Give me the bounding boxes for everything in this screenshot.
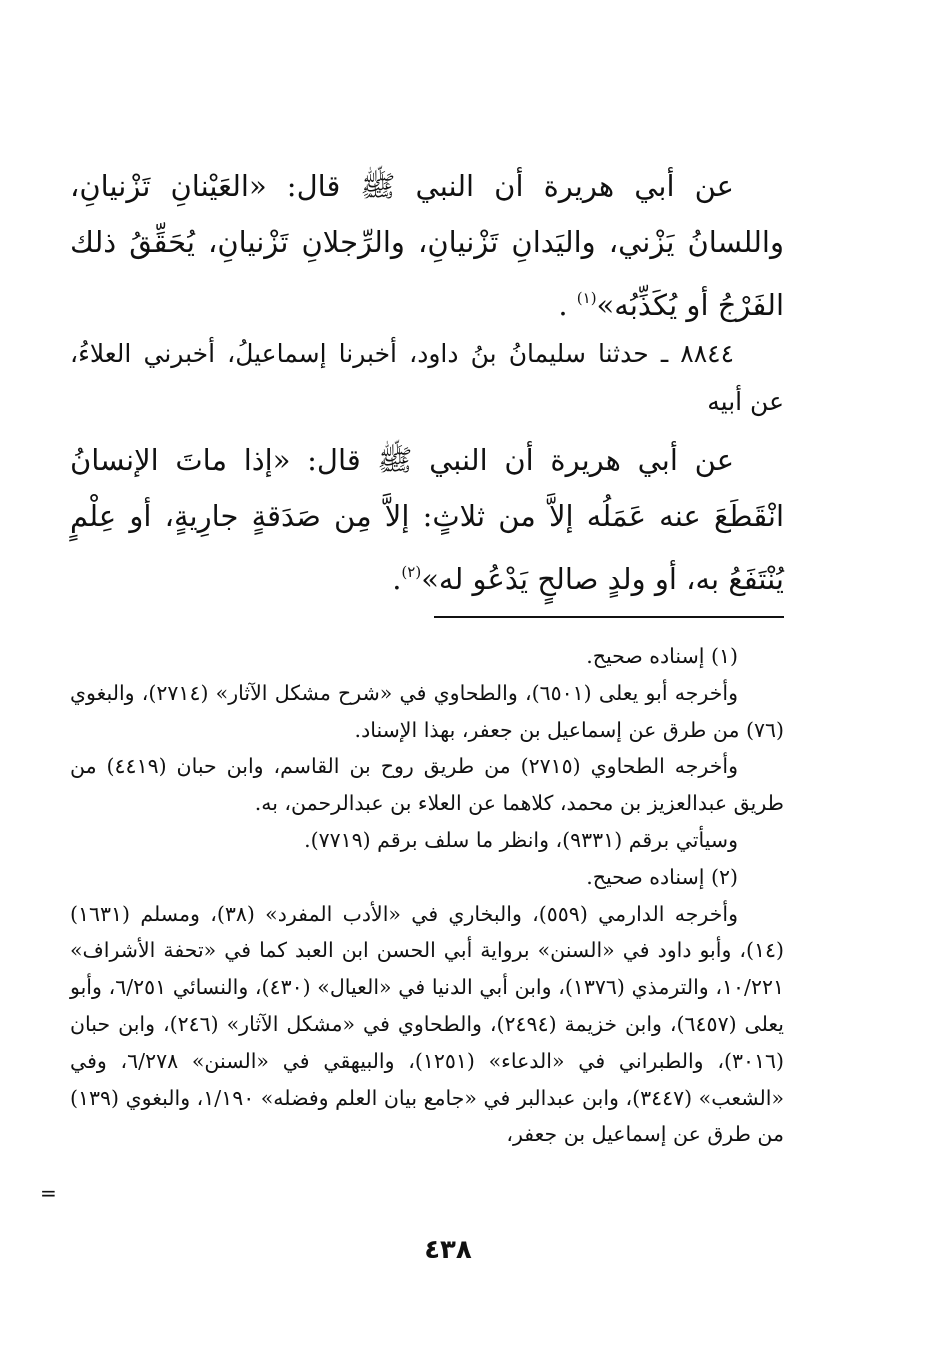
footnote-1-grade: (١) إسناده صحيح. bbox=[586, 644, 738, 668]
footnotes-section bbox=[70, 638, 784, 1153]
footnote-1-paragraph-1: وأخرجه أبو يعلى (٦٥٠١)، والطحاوي في «شرح مشكل الآثار» (٢٧١٤)، والبغوي (٧٦) من طرق عن إسماعيل بن جعفر، بهذا الإسناد. bbox=[70, 680, 784, 742]
hadith-2-end: . bbox=[392, 562, 402, 596]
footnote-ref-2[interactable]: (٢) bbox=[401, 563, 422, 581]
footnote-1-paragraph-2: وأخرجه الطحاوي (٢٧١٥) من طريق روح بن القاسم، وابن حبان (٤٤١٩) من طريق عبدالعزيز بن محمد، كلاهما عن العلاء بن عبدالرحمن، به. bbox=[70, 754, 784, 816]
isnad-8844: ٨٨٤٤ ـ حدثنا سليمانُ بنُ داود، أخبرنا إسماعيلُ، أخبرني العلاءُ، عن أبيه bbox=[70, 339, 784, 416]
page-number: ٤٣٨ bbox=[424, 1235, 472, 1265]
hadith-text-1 bbox=[70, 158, 784, 333]
footnote-separator bbox=[434, 616, 784, 618]
footnote-1-paragraph-3: وسيأتي برقم (٩٣٣١)، وانظر ما سلف برقم (٧٧١٩). bbox=[304, 827, 738, 852]
footnote-ref-1[interactable]: (١) bbox=[576, 289, 597, 307]
hadith-2-body: عن أبي هريرة أن النبي ﷺ قال: «إذا ماتَ الإنسانُ انْقَطَعَ عنه عَمَلُه إلاَّ من ثلاثٍ: إلاَّ مِن صَدَقةٍ جارِيةٍ، أو عِلْمٍ يُنْتَفَعُ به، أو ولدٍ صالحٍ يَدْعُو له» bbox=[70, 443, 784, 596]
hadith-1-body: عن أبي هريرة أن النبي ﷺ قال: «العَيْنانِ تَزْنيانِ، واللسانُ يَزْني، واليَدانِ تَزْنيانِ، والرِّجلانِ تَزْنيانِ، يُحَقِّقُ ذلك الفَرْجُ أو يُكَذِّبُه» bbox=[70, 169, 784, 322]
footnote-2-grade: (٢) إسناده صحيح. bbox=[586, 864, 738, 889]
hadith-1-end: . bbox=[558, 288, 577, 322]
footnote-2-paragraph-1: وأخرجه الدارمي (٥٥٩)، والبخاري في «الأدب المفرد» (٣٨)، ومسلم (١٦٣١) (١٤)، وأبو داود في «السنن» برواية أبي الحسن ابن العبد كما في «تحفة الأشراف» ١٠/٢٢١، والترمذي (١٣٧٦)، وابن أبي الدنيا في «العيال» (٤٣٠)، والنسائي ٦/٢٥١، وأبو يعلى (٦٤٥٧)، وابن خزيمة (٢٤٩٤)، والطحاوي في «مشكل الآثار» (٢٤٦)، وابن حبان (٣٠١٦)، والطبراني في «الدعاء» (١٢٥١)، والبيهقي في «السنن» ٦/٢٧٨، وفي «الشعب» (٣٤٤٧)، وابن عبدالبر في «جامع بيان العلم وفضله» ١/١٩٠، والبغوي (١٣٩) من طرق عن إسماعيل بن جعفر، bbox=[70, 901, 785, 1147]
hadith-text-2 bbox=[70, 432, 784, 607]
continuation-mark: = bbox=[40, 1181, 57, 1205]
